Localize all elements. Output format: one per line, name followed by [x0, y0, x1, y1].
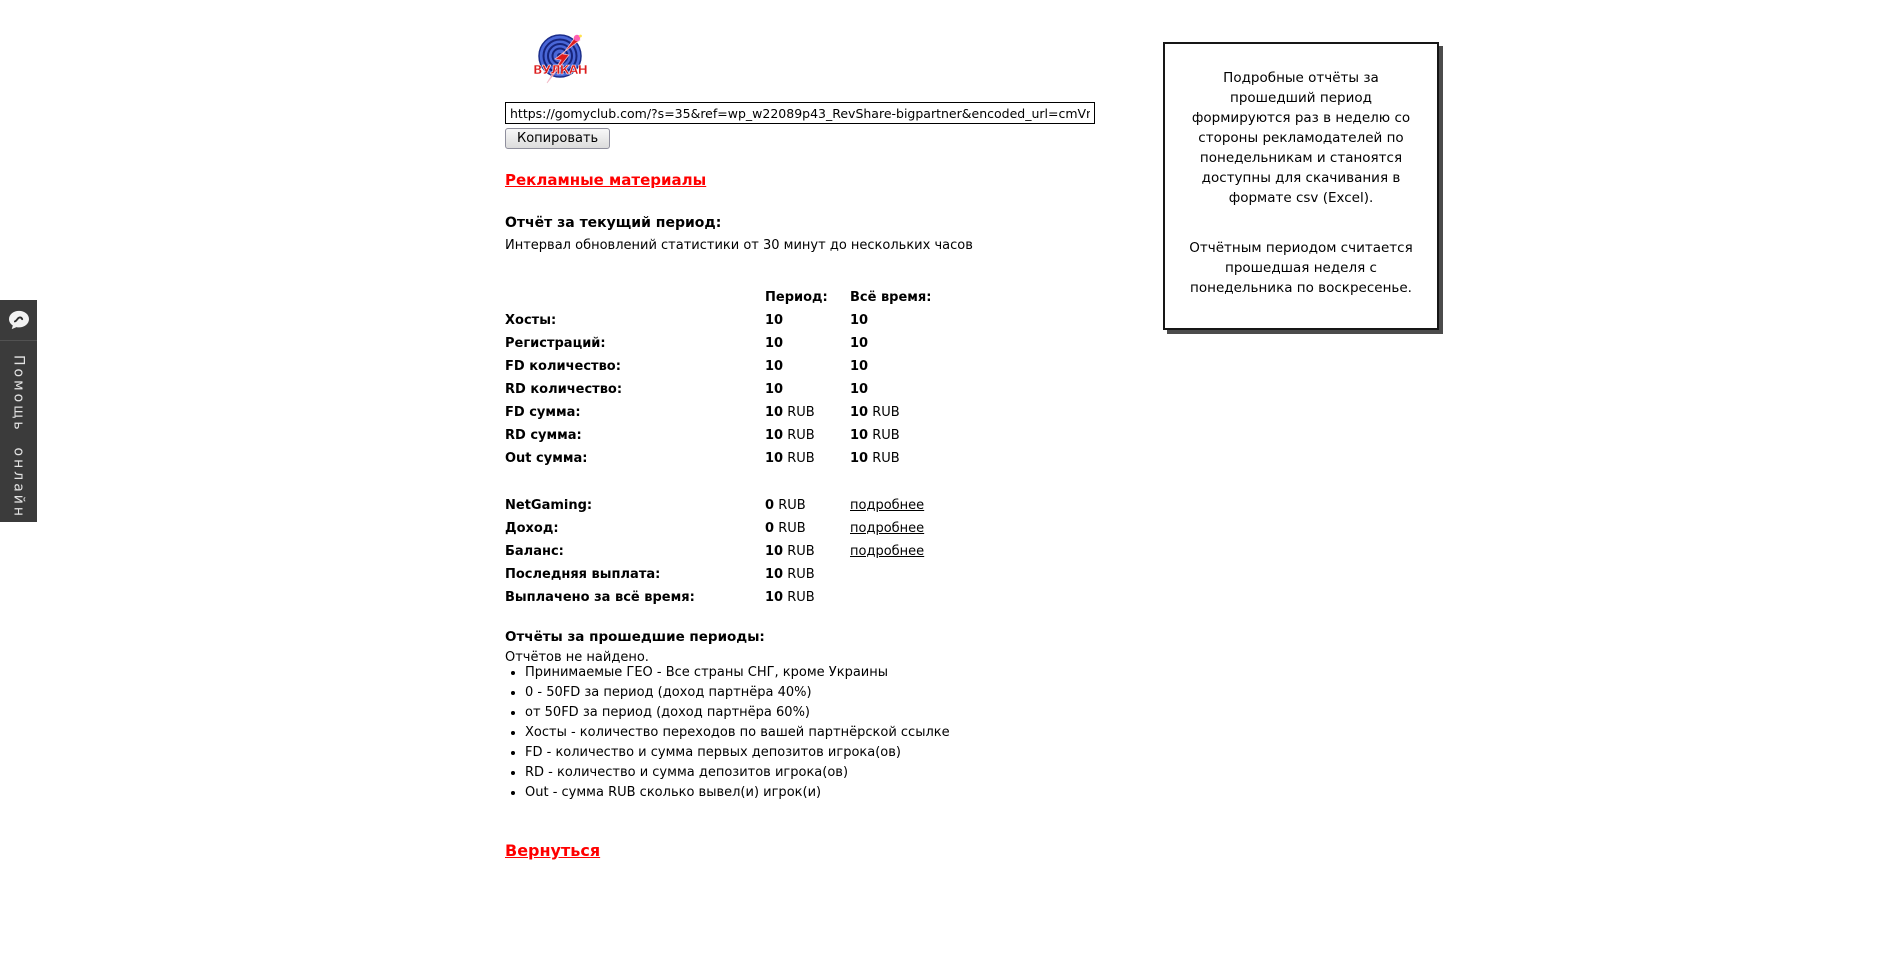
glossary-list [505, 725, 1145, 801]
terms-list [505, 665, 1145, 721]
table-row: RD сумма: 10 RUB 10 RUB [505, 428, 900, 443]
summary-label: Выплачено за всё время: [505, 590, 695, 605]
summary-label: Доход: [505, 521, 559, 536]
stat-label: FD сумма: [505, 405, 581, 420]
stats-table [505, 290, 1145, 474]
vulkan-logo-text: ВУЛКАН [533, 62, 587, 77]
list-item: • Хосты - количество переходов по вашей партнёрской ссылке [525, 725, 1145, 741]
past-reports-section [505, 629, 1145, 665]
summary-row: Выплачено за всё время: 10 RUB [505, 590, 815, 605]
list-item: • от 50FD за период (доход партнёра 60%) [525, 705, 1145, 721]
summary-row: NetGaming: 0 RUB подробнее [505, 498, 925, 513]
summary-row: Баланс: 10 RUB подробнее [505, 544, 925, 559]
help-online-tab[interactable] [0, 300, 37, 522]
advertising-materials-link[interactable]: Рекламные материалы [505, 171, 707, 189]
details-link[interactable]: подробнее [850, 521, 925, 536]
chat-bubble-icon [0, 300, 37, 341]
past-reports-title: Отчёты за прошедшие периоды: [505, 629, 765, 645]
help-online-label: Помощь онлайн [10, 355, 27, 520]
stat-label: RD сумма: [505, 428, 582, 443]
list-item: • FD - количество и сумма первых депозитов игрока(ов) [525, 745, 1145, 761]
list-item: • 0 - 50FD за период (доход партнёра 40%) [525, 685, 1145, 701]
stats-header-row [505, 290, 1145, 313]
list-item: • Out - сумма RUB сколько вывел(и) игрок(и) [525, 785, 1145, 801]
stat-label: FD количество: [505, 359, 621, 374]
update-interval-note: Интервал обновлений статистики от 30 минут до нескольких часов [505, 238, 973, 253]
list-item: • Принимаемые ГЕО - Все страны СНГ, кроме Украины [525, 665, 1145, 681]
table-row: Хосты: 10 10 [505, 313, 869, 328]
summary-row: Доход: 0 RUB подробнее [505, 521, 925, 536]
details-link[interactable]: подробнее [850, 544, 925, 559]
vulkan-logo [530, 33, 590, 85]
summary-label: Последняя выплата: [505, 567, 661, 582]
table-row: Out сумма: 10 RUB 10 RUB [505, 451, 900, 466]
back-link[interactable]: Вернуться [505, 841, 601, 860]
list-item: • RD - количество и сумма депозитов игрока(ов) [525, 765, 1145, 781]
copy-button[interactable]: Копировать [505, 128, 610, 149]
current-period-title: Отчёт за текущий период: [505, 215, 722, 231]
table-row: RD количество: 10 10 [505, 382, 869, 397]
stat-label: RD количество: [505, 382, 623, 397]
stat-label: Регистраций: [505, 336, 606, 351]
weekly-reports-info-box [1163, 42, 1439, 330]
info-paragraph-1: Подробные отчёты за прошедший период формируются раз в неделю со стороны рекламодателей по понедельникам и станоятся доступны для скачивания в формате csv (Excel). [1191, 70, 1411, 206]
stat-label: Хосты: [505, 313, 557, 328]
column-all-time: Всё время: [850, 290, 932, 305]
summary-label: Баланс: [505, 544, 564, 559]
table-row: Регистраций: 10 10 [505, 336, 869, 351]
past-reports-empty: Отчётов не найдено. [505, 650, 649, 665]
summary-row: Последняя выплата: 10 RUB [505, 567, 815, 582]
summary-table [505, 498, 1145, 613]
info-paragraph-2: Отчётным периодом считается прошедшая неделя с понедельника по воскресенье. [1189, 240, 1413, 296]
details-link[interactable]: подробнее [850, 498, 925, 513]
referral-url-input[interactable] [505, 102, 1095, 124]
stat-label: Out сумма: [505, 451, 588, 466]
column-period: Период: [765, 290, 828, 305]
main-content [505, 33, 1145, 860]
summary-label: NetGaming: [505, 498, 593, 513]
table-row: FD количество: 10 10 [505, 359, 869, 374]
table-row: FD сумма: 10 RUB 10 RUB [505, 405, 900, 420]
